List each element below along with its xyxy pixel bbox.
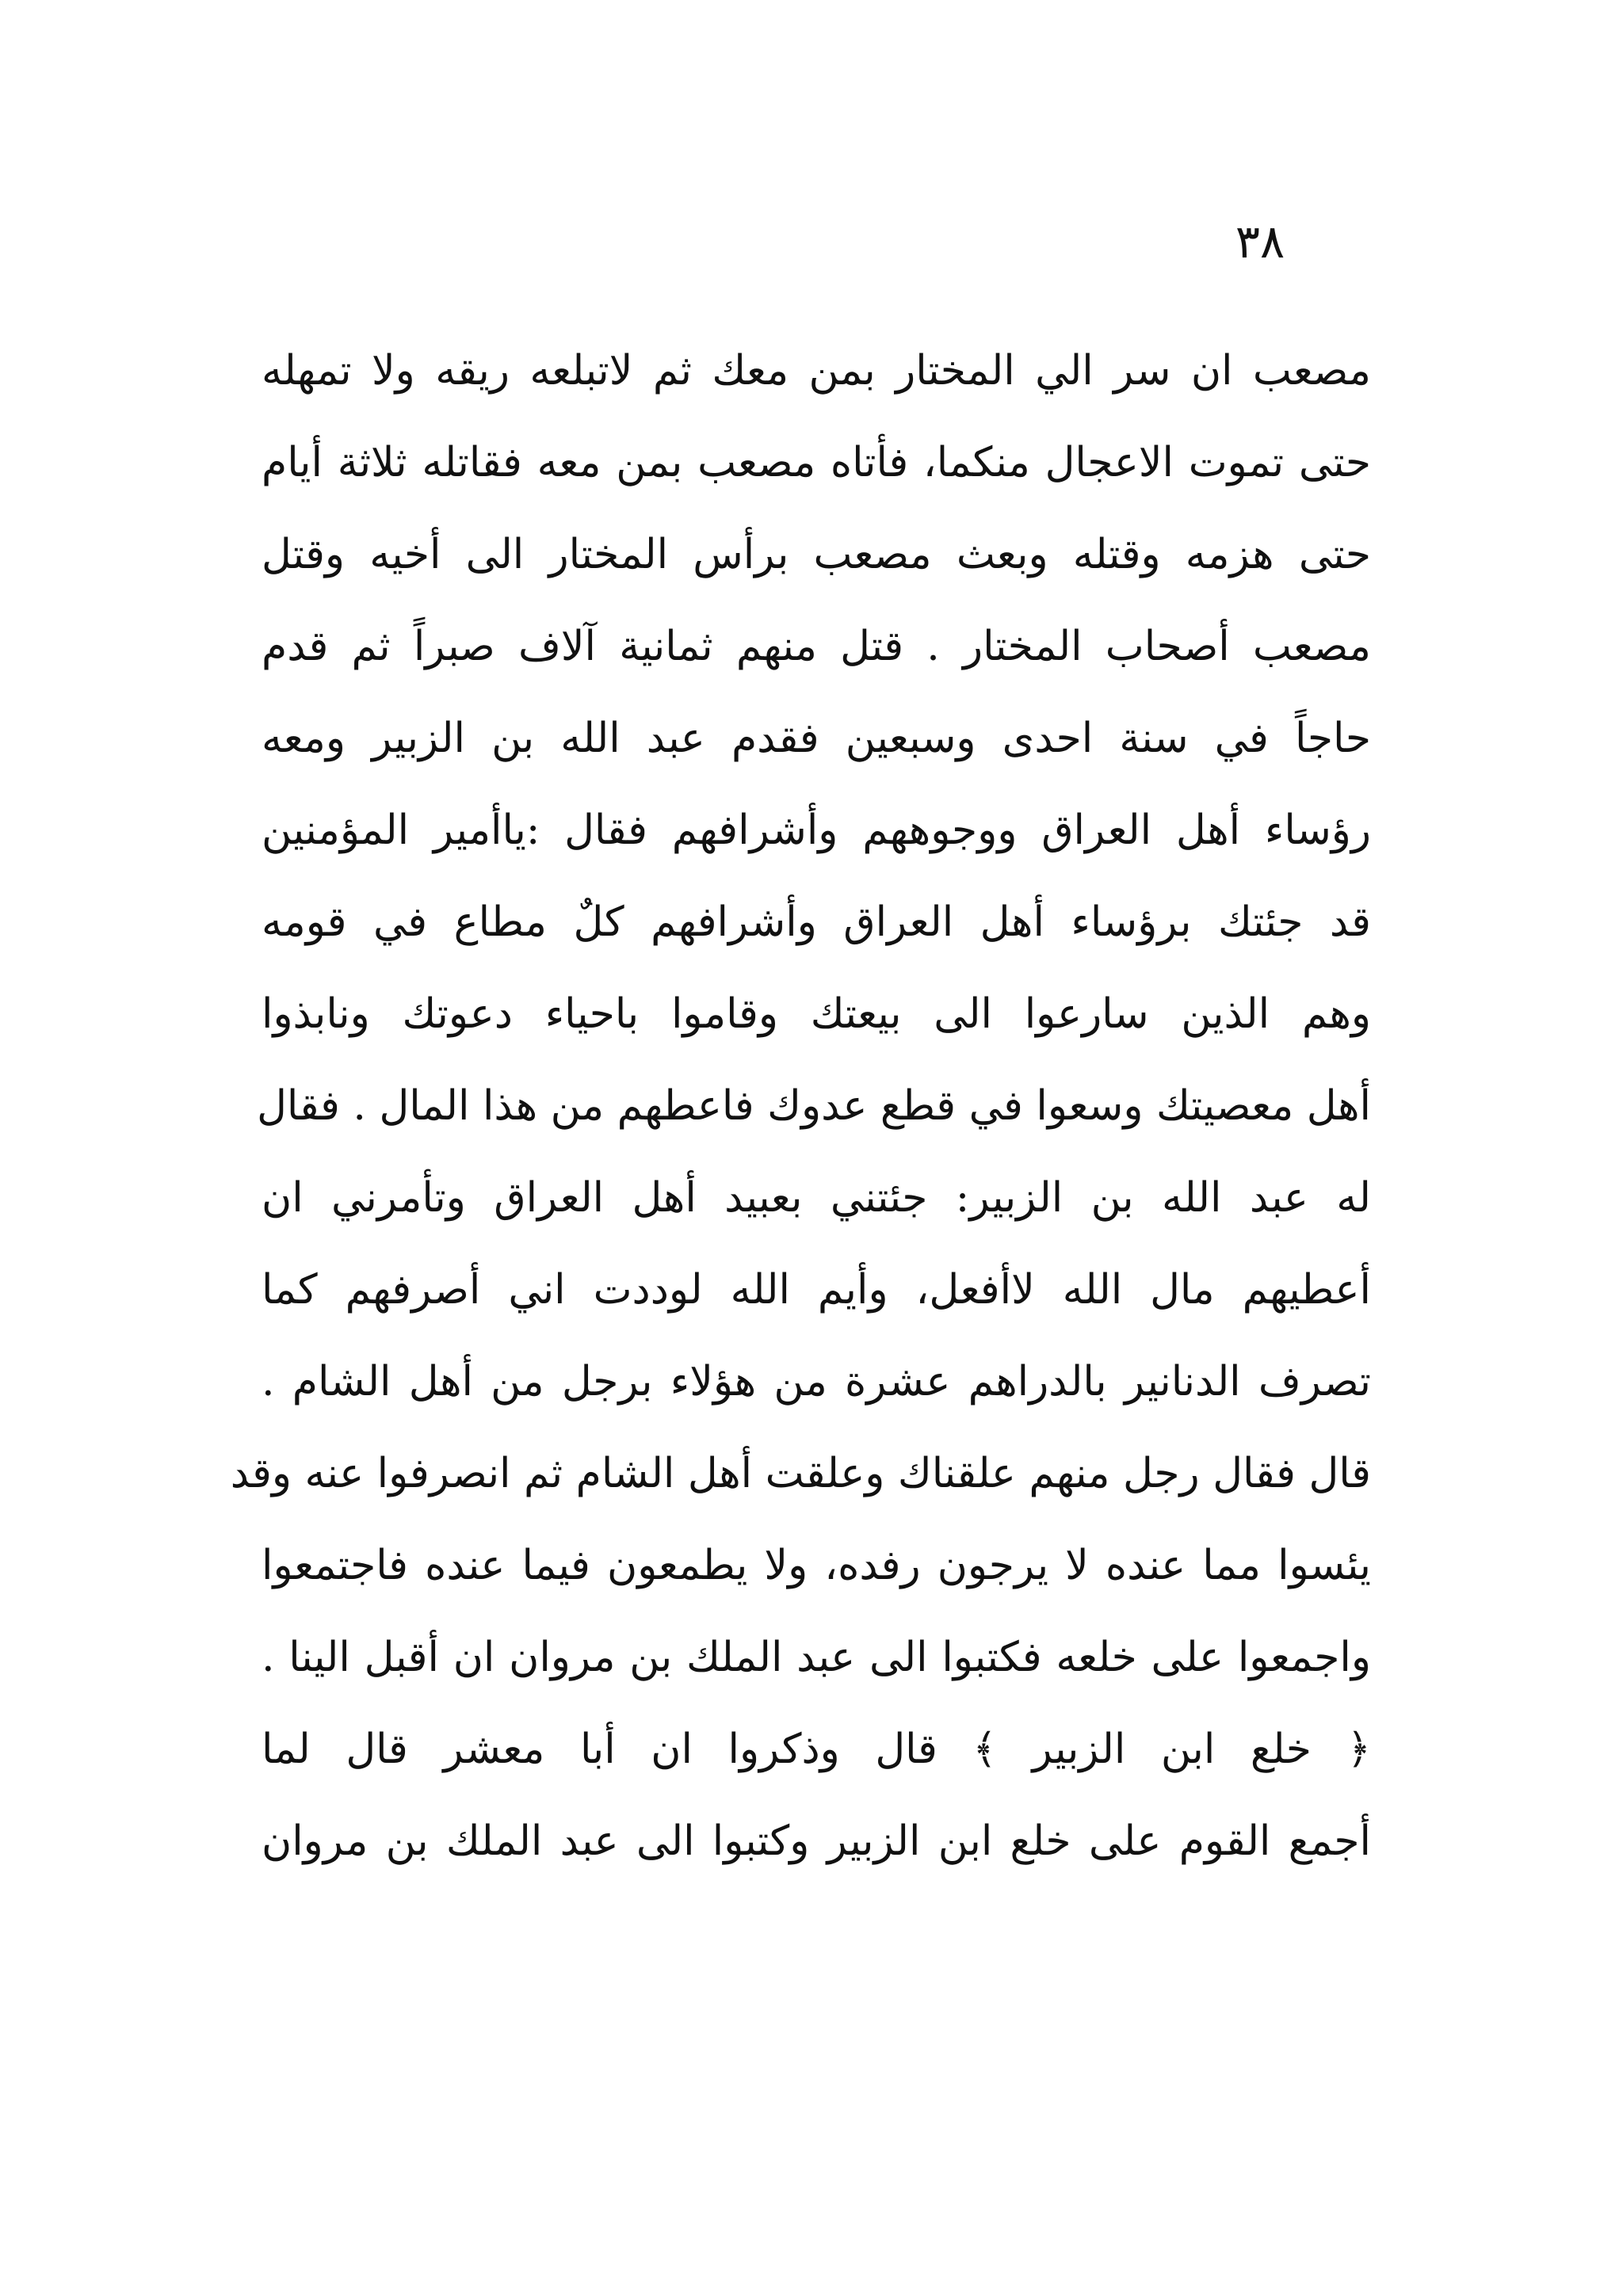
text-line-content: ﴿ خلع ابن الزبير ﴾ قال وذكروا ان أبا معشر قال لما [262, 1726, 1371, 1773]
text-line-content: تصرف الدنانير بالدراهم عشرة من هؤلاء برجل من أهل الشام . [262, 1358, 1371, 1405]
text-line-content: قد جئتك برؤساء أهل العراق وأشرافهم كلٌ مطاع في قومه [262, 898, 1371, 946]
text-line-content: مصعب أصحاب المختار . قتل منهم ثمانية آلاف صبراً ثم قدم [262, 623, 1371, 670]
text-line [262, 968, 1371, 1060]
text-line-content: يئسوا مما عنده لا يرجون رفده، ولا يطمعون فيما عنده فاجتمعوا [262, 1542, 1371, 1589]
text-line [262, 509, 1371, 601]
text-line [262, 876, 1371, 968]
text-line [262, 1795, 1371, 1887]
text-line [262, 1703, 1371, 1795]
text-line [262, 1611, 1371, 1703]
text-line [262, 601, 1371, 692]
text-line-content: أعطيهم مال الله لاأفعل، وأيم الله لوددت اني أصرفهم كما [262, 1266, 1371, 1314]
text-line-content: وهم الذين سارعوا الى بيعتك وقاموا باحياء دعوتك ونابذوا [262, 990, 1371, 1038]
text-line-content: حتى تموت الاعجال منكما، فأتاه مصعب بمن معه فقاتله ثلاثة أيام [262, 439, 1371, 486]
text-line-content: أجمع القوم على خلع ابن الزبير وكتبوا الى عبد الملك بن مروان [262, 1817, 1371, 1865]
text-line [262, 417, 1371, 509]
text-line [230, 1428, 1371, 1520]
text-line-content: أهل معصيتك وسعوا في قطع عدوك فاعطهم من هذا المال . فقال [257, 1082, 1371, 1130]
text-line-content: واجمعوا على خلعه فكتبوا الى عبد الملك بن مروان ان أقبل الينا . [262, 1634, 1371, 1681]
text-line [262, 1520, 1371, 1611]
text-line-content: له عبد الله بن الزبير: جئتني بعبيد أهل العراق وتأمرني ان [262, 1174, 1371, 1222]
text-line-content: حتى هزمه وقتله وبعث مصعب برأس المختار الى أخيه وقتل [262, 531, 1371, 578]
text-line [262, 325, 1371, 417]
text-line [262, 1336, 1371, 1428]
text-line [257, 1060, 1371, 1152]
text-line-content: رؤساء أهل العراق ووجوههم وأشرافهم فقال :ياأمير المؤمنين [262, 807, 1371, 854]
text-line-content: قال فقال رجل منهم علقناك وعلقت أهل الشام ثم انصرفوا عنه وقد [230, 1450, 1371, 1497]
text-line [262, 1152, 1371, 1244]
text-line [262, 1244, 1371, 1336]
text-line-content: مصعب ان سر الي المختار بمن معك ثم لاتبلعه ريقه ولا تمهله [262, 347, 1371, 395]
page-number: ٣٨ [1235, 215, 1285, 269]
text-line-content: حاجاً في سنة احدى وسبعين فقدم عبد الله بن الزبير ومعه [262, 715, 1371, 762]
body-text [230, 325, 1371, 1887]
text-line [262, 784, 1371, 876]
text-line [262, 692, 1371, 784]
